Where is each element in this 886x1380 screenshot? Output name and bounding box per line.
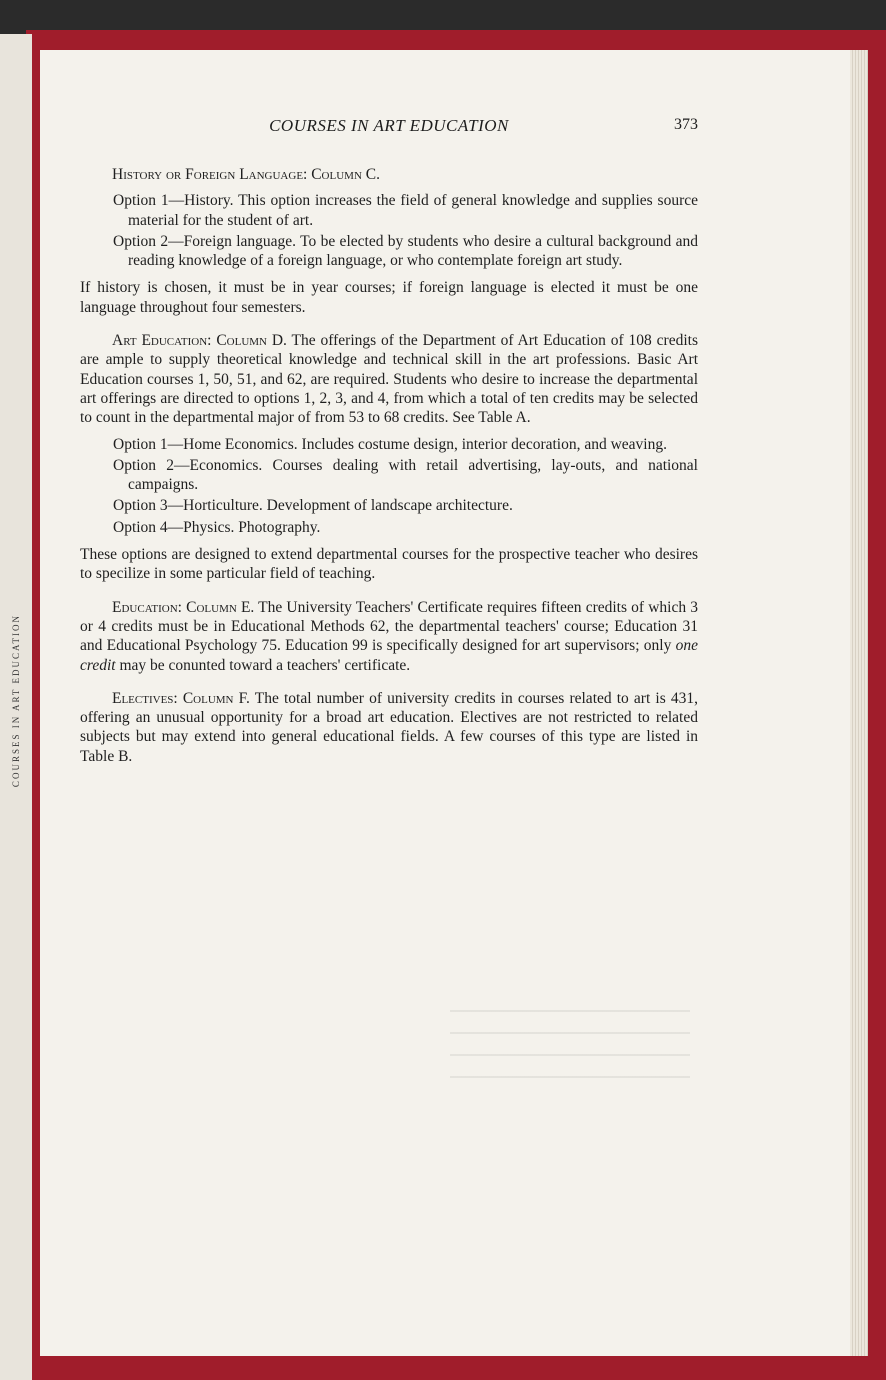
history-option-1: Option 1—History. This option increases the field of general knowledge and supplies source material for the student of art. (113, 192, 698, 229)
education-emphasis: one credit (80, 637, 698, 674)
art-education-heading: Art Education: Column D. (112, 332, 287, 350)
page-number: 373 (674, 116, 698, 133)
art-option-1: Option 1—Home Economics. Includes costume design, interior decoration, and weaving. (113, 435, 667, 453)
electives-text: The total number of university credits in courses related to art is 431, offering an unusual opportunity for a broad art education. Electives are not restricted to related subjects but may extend into general educational fields. A few courses of this type are listed in Table B. (80, 689, 698, 765)
page-stack-edges (850, 50, 868, 1356)
art-education-text: The offerings of the Department of Art Education of 108 credits are ample to supply theoretical knowledge and technical skill in the art professions. Basic Art Education courses 1, 50, 51, and 62, are required. Students who desire to increase the departmental art offerings are directed to options 1, 2, 3, and 4, from which a total of ten credits may be selected to count in the departmental major of from 53 to 68 credits. See Table A. (80, 332, 698, 427)
history-heading: History or Foreign Language: Column C. (112, 166, 380, 183)
electives-paragraph (80, 689, 698, 766)
art-option-3: Option 3—Horticulture. Development of landscape architecture. (113, 497, 513, 515)
education-text-after: may be conunted toward a teachers' certificate. (115, 656, 411, 674)
scanner-top-bar (0, 0, 886, 34)
art-education-section (80, 331, 698, 584)
art-option-4: Option 4—Physics. Photography. (113, 518, 321, 536)
facing-page-running-head: COURSES IN ART EDUCATION (11, 614, 21, 788)
art-option-2: Option 2—Economics. Courses dealing with retail advertising, lay-outs, and national campaigns. (113, 456, 698, 494)
running-title: COURSES IN ART EDUCATION (269, 116, 509, 135)
history-option-2: Option 2—Foreign language. To be elected by students who desire a cultural background and reading knowledge of a foreign language, or who contemplate foreign art study. (113, 232, 698, 270)
electives-heading: Electives: Column F. (112, 689, 250, 707)
education-text-before: The University Teachers' Certificate requires fifteen credits of which 3 or 4 credits must be in Educational Methods 62, the departmental teachers' course; Education 31 and Educational Psychology 75. Education 99 is specifically designed for art supervisors; only (80, 598, 698, 655)
electives-section (80, 689, 698, 766)
page-header (80, 116, 698, 140)
history-section (80, 165, 698, 317)
facing-page-edge (0, 34, 32, 1380)
page-body (80, 165, 698, 774)
education-heading: Education: Column E. (112, 598, 255, 616)
art-options-note: These options are designed to extend departmental courses for the prospective teacher who desires to specilize in some particular field of teaching. (80, 546, 698, 583)
history-note: If history is chosen, it must be in year courses; if foreign language is elected it must be one language throughout four semesters. (80, 279, 698, 316)
education-paragraph (80, 598, 698, 675)
show-through-text (450, 1010, 690, 1090)
art-education-paragraph (80, 331, 698, 427)
education-section (80, 598, 698, 675)
